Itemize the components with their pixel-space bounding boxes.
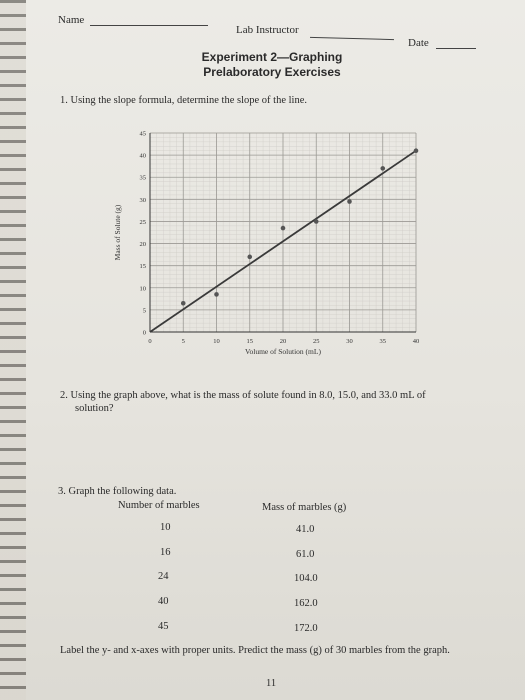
x-axis-label: Volume of Solution (mL) [245, 347, 321, 356]
data-point [181, 301, 186, 306]
table-cell: 41.0 [296, 524, 315, 535]
x-tick-label: 30 [346, 338, 353, 345]
x-tick-label: 5 [181, 338, 185, 345]
y-tick-label: 30 [139, 196, 146, 204]
data-point [314, 219, 319, 224]
y-tick-label: 25 [139, 218, 146, 226]
table-cell: 40 [158, 596, 169, 607]
y-tick-label: 20 [139, 241, 146, 249]
data-point [281, 226, 286, 231]
slope-graph [100, 122, 430, 367]
table-cell: 104.0 [294, 573, 318, 584]
table-cell: 61.0 [296, 549, 315, 560]
y-tick-label: 40 [139, 152, 146, 160]
data-point [214, 292, 219, 297]
table-header-mass: Mass of marbles (g) [262, 502, 347, 513]
instructor-line [310, 37, 394, 40]
instructor-label: Lab Instructor [236, 24, 299, 36]
page-number: 11 [266, 678, 277, 689]
x-tick-label: 25 [313, 338, 320, 345]
table-cell: 172.0 [294, 623, 318, 634]
x-tick-label: 40 [412, 338, 420, 345]
y-tick-label: 5 [142, 307, 146, 315]
table-header-marbles: Number of marbles [118, 500, 200, 511]
y-tick-label: 15 [139, 263, 146, 271]
question-2-line-2: solution? [75, 403, 114, 414]
question-3: 3. Graph the following data. [58, 486, 177, 497]
data-point [414, 148, 419, 153]
y-axis-label: Mass of Solute (g) [113, 204, 122, 261]
experiment-title: Experiment 2—Graphing [201, 50, 343, 64]
y-tick-label: 35 [139, 174, 146, 182]
table-cell: 10 [160, 522, 171, 533]
name-line [90, 25, 208, 26]
data-point [347, 199, 352, 204]
y-tick-label: 0 [142, 329, 146, 337]
y-tick-label: 45 [139, 130, 146, 138]
x-tick-label: 15 [246, 338, 253, 345]
experiment-subtitle: Prelaboratory Exercises [203, 65, 341, 79]
table-cell: 45 [158, 621, 169, 632]
name-label: Name [58, 14, 85, 26]
x-tick-label: 35 [379, 338, 386, 345]
date-line [436, 48, 476, 49]
question-2-line-1: 2. Using the graph above, what is the mass of solute found in 8.0, 15.0, and 33.0 mL of [60, 390, 426, 401]
table-cell: 16 [160, 547, 171, 558]
table-cell: 162.0 [294, 598, 318, 609]
question-1: 1. Using the slope formula, determine the slope of the line. [60, 95, 307, 106]
question-3-instructions: Label the y- and x-axes with proper units. Predict the mass (g) of 30 marbles from the graph. [60, 645, 450, 656]
table-cell: 24 [158, 571, 169, 582]
date-label: Date [408, 37, 429, 49]
data-point [247, 255, 252, 260]
binder-edge [0, 0, 26, 700]
data-point [380, 166, 385, 171]
x-tick-label: 0 [148, 338, 152, 345]
x-tick-label: 20 [279, 338, 287, 345]
y-tick-label: 10 [139, 285, 146, 293]
x-tick-label: 10 [213, 338, 220, 345]
